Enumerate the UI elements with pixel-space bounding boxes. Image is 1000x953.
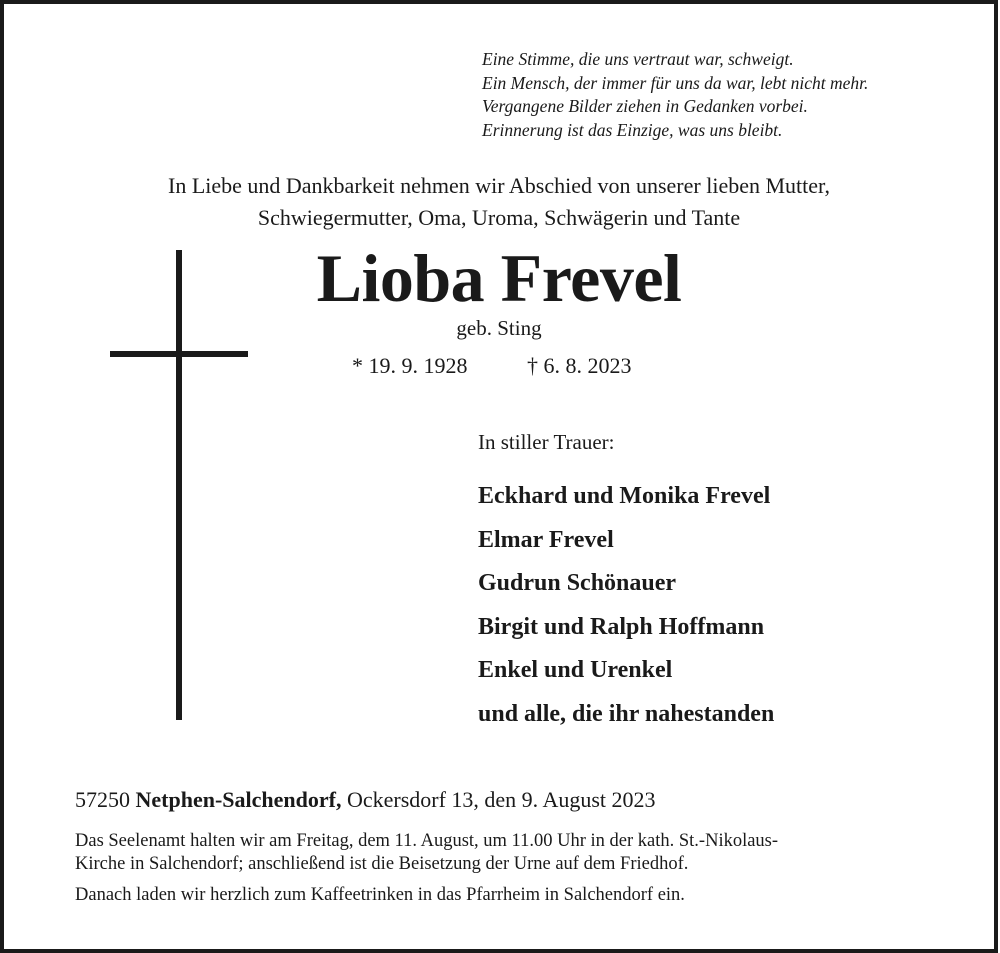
list-item: Enkel und Urenkel bbox=[478, 657, 673, 684]
address-line bbox=[75, 785, 656, 815]
mourning-title: In stiller Trauer: bbox=[478, 430, 615, 454]
intro-line: In Liebe und Dankbarkeit nehmen wir Abschied von unserer lieben Mutter, bbox=[168, 173, 830, 198]
list-item: Birgit und Ralph Hoffmann bbox=[478, 613, 765, 640]
death-date: † 6. 8. 2023 bbox=[527, 353, 632, 378]
poem-line: Erinnerung ist das Einzige, was uns bleibt. bbox=[482, 119, 783, 140]
address-rest: Ockersdorf 13, den 9. August 2023 bbox=[346, 787, 656, 812]
maiden-name: geb. Sting bbox=[456, 316, 542, 340]
list-item: Gudrun Schönauer bbox=[478, 570, 677, 597]
list-item: Eckhard und Monika Frevel bbox=[478, 483, 771, 509]
deceased-name: Lioba Frevel bbox=[316, 240, 682, 316]
birth-date: * 19. 9. 1928 bbox=[352, 353, 468, 378]
list-item: und alle, die ihr nahestanden bbox=[478, 700, 775, 727]
mourners-list bbox=[478, 475, 774, 737]
service-line: Kirche in Salchendorf; anschließend ist die Beisetzung der Urne auf dem Friedhof. bbox=[75, 854, 689, 874]
postcode: 57250 bbox=[75, 787, 130, 812]
intro-text bbox=[0, 170, 998, 234]
poem-line: Vergangene Bilder ziehen in Gedanken vorbei. bbox=[482, 96, 808, 116]
poem bbox=[482, 48, 868, 142]
list-item: Elmar Frevel bbox=[478, 526, 614, 553]
poem-line: Ein Mensch, der immer für uns da war, lebt nicht mehr. bbox=[482, 72, 869, 93]
intro-line: Schwiegermutter, Oma, Uroma, Schwägerin und Tante bbox=[257, 205, 741, 230]
cross-icon-bar bbox=[110, 351, 248, 357]
service-info bbox=[75, 830, 778, 876]
invite-text: Danach laden wir herzlich zum Kaffeetrinken in das Pfarrheim in Salchendorf ein. bbox=[75, 885, 685, 905]
town: Netphen-Salchendorf, bbox=[135, 787, 342, 812]
poem-line: Eine Stimme, die uns vertraut war, schweigt. bbox=[482, 49, 794, 69]
service-line: Das Seelenamt halten wir am Freitag, dem 11. August, um 11.00 Uhr in der kath. St.-Nikolaus- bbox=[75, 831, 779, 851]
